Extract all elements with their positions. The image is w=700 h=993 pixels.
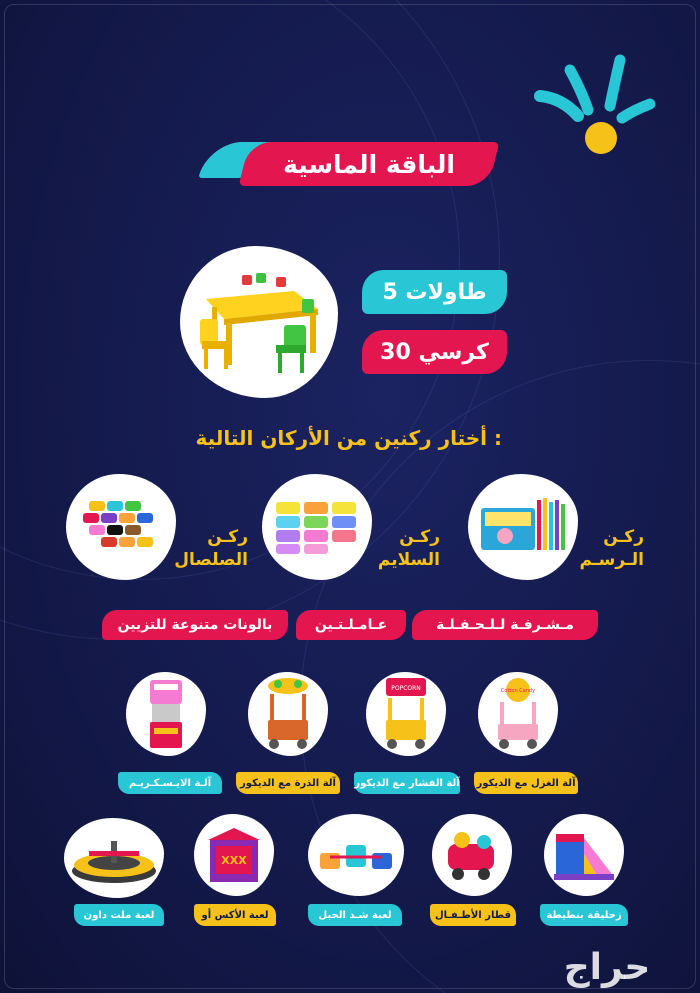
corn-cart-icon [260,676,316,752]
tic-tac-toe-image [194,814,274,896]
drawing-corner-line2: الـرسـم [579,549,644,570]
popcorn-ribbon: آلة الفشار مع الديكور [354,772,460,794]
tables-count-pill: 5 طاولات [362,270,507,314]
kids-train-image [432,814,512,896]
popcorn-cart-icon [378,676,434,752]
corn-ribbon: آلة الذرة مع الديكور [236,772,340,794]
tic-tac-toe-tent-icon [204,824,264,886]
slime-tubs-icon [272,496,362,558]
kids-train-icon [440,824,504,886]
drawing-corner-image [468,474,578,580]
clay-corner-label [174,526,248,572]
chairs-count-pill: 30 كرسي [362,330,507,374]
popcorn-sign: POPCORN [391,685,421,692]
corn-machine-image [248,672,328,756]
slime-corner-line1: ركـن [399,527,440,547]
clay-sticks-icon [79,495,163,559]
clay-corner-line1: ركـن [207,527,248,547]
meltdown-arena-icon [69,829,159,887]
balloons-pill: بالونات متنوعة للتزيين [102,610,288,640]
clay-corner-image [66,474,176,580]
popcorn-machine-image [366,672,446,756]
cotton-candy-ribbon: آلة الغزل مع الديكور [474,772,578,794]
drawing-corner-line1: ركـن [603,527,644,547]
bouncy-slide-ribbon: زحليقة بنطيطة [540,904,628,926]
kids-train-ribbon: قطار الأطـفـال [430,904,516,926]
slime-corner-label [370,526,440,572]
cotton-candy-sign: Cotton Candy [500,688,536,694]
drawing-kit-icon [475,492,571,562]
drawing-corner-label [578,526,644,572]
meltdown-game-image [64,818,164,898]
tug-of-war-ribbon: لعبة شـد الحبل [308,904,402,926]
supervisor-pill: مـشـرفـة لـلـحـفـلـة [412,610,598,640]
workers-pill: عـامـلـتـين [296,610,406,640]
tic-tac-toe-ribbon: لعبة الأكس أو [194,904,276,926]
cotton-candy-cart-icon [490,676,546,752]
slime-corner-line2: السلايم [377,549,440,570]
ice-cream-ribbon: آلـة الايـسـكـريـم [118,772,222,794]
corners-heading: أختار ركنين من الأركان التالية : [195,426,502,450]
ice-cream-machine-icon [140,676,192,752]
tables-chairs-image [180,246,338,398]
sun-logo-icon [530,52,660,162]
tug-of-war-image [308,814,404,896]
bouncy-slide-icon [552,824,616,886]
meltdown-ribbon: لعبة ملت داون [74,904,164,926]
cotton-candy-machine-image [478,672,558,756]
clay-corner-line2: الصلصال [174,549,248,570]
table-chairs-icon [190,267,328,377]
tic-tac-toe-sign: XXX [221,854,247,867]
haraj-watermark: حراج [563,946,651,988]
title-banner [204,140,496,192]
tug-of-war-icon [316,827,396,883]
page-title: الباقة الماسية [283,149,455,179]
slime-corner-image [262,474,372,580]
ice-cream-machine-image [126,672,206,756]
bouncy-slide-image [544,814,624,896]
